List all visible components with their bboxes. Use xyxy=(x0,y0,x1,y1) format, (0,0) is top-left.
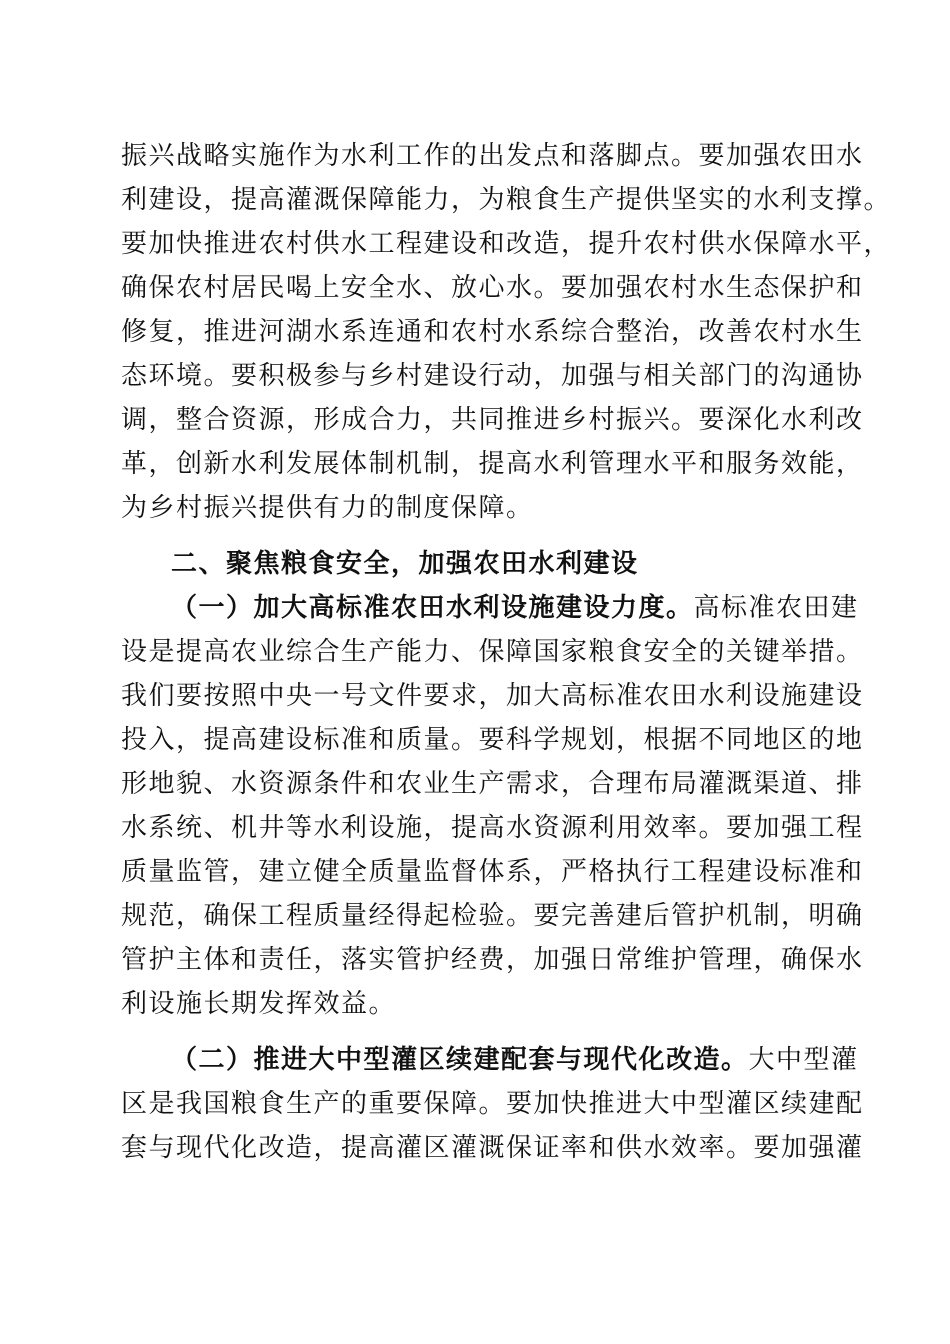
item-title: （一）加大高标准农田水利设施建设力度。 xyxy=(171,593,694,623)
paragraph-line: 形地貌、水资源条件和农业生产需求，合理布局灌溉渠道、排 xyxy=(121,769,864,799)
paragraph-line: 质量监管，建立健全质量监督体系，严格执行工程建设标准和 xyxy=(121,857,864,887)
item-title: （二）推进大中型灌区续建配套与现代化改造。 xyxy=(171,1045,749,1075)
paragraph-line: 要加快推进农村供水工程建设和改造，提升农村供水保障水平， xyxy=(121,229,892,259)
paragraph-line: 套与现代化改造，提高灌区灌溉保证率和供水效率。要加强灌 xyxy=(121,1133,864,1163)
paragraph-line: 区是我国粮食生产的重要保障。要加快推进大中型灌区续建配 xyxy=(121,1089,864,1119)
paragraph-line: 确保农村居民喝上安全水、放心水。要加强农村水生态保护和 xyxy=(121,273,864,303)
paragraph-line: 态环境。要积极参与乡村建设行动，加强与相关部门的沟通协 xyxy=(121,361,864,391)
paragraph-line: 利设施长期发挥效益。 xyxy=(121,989,397,1019)
item-first-line xyxy=(171,586,859,630)
item-first-line-text: 高标准农田建 xyxy=(693,593,859,623)
paragraph-line: 革，创新水利发展体制机制，提高水利管理水平和服务效能， xyxy=(121,449,864,479)
paragraph-line: 规范，确保工程质量经得起检验。要完善建后管护机制，明确 xyxy=(121,901,864,931)
item-first-line-text: 大中型灌 xyxy=(748,1045,859,1075)
paragraph-line: 振兴战略实施作为水利工作的出发点和落脚点。要加强农田水 xyxy=(121,141,864,171)
paragraph-line: 投入，提高建设标准和质量。要科学规划，根据不同地区的地 xyxy=(121,725,864,755)
section-heading: 二、聚焦粮食安全，加强农田水利建设 xyxy=(171,549,639,579)
paragraph-line: 利建设，提高灌溉保障能力，为粮食生产提供坚实的水利支撑。 xyxy=(121,185,892,215)
paragraph-line: 调，整合资源，形成合力，共同推进乡村振兴。要深化水利改 xyxy=(121,405,864,435)
paragraph-line: 我们要按照中央一号文件要求，加大高标准农田水利设施建设 xyxy=(121,681,864,711)
paragraph-line: 修复，推进河湖水系连通和农村水系综合整治，改善农村水生 xyxy=(121,317,864,347)
paragraph-line: 水系统、机井等水利设施，提高水资源利用效率。要加强工程 xyxy=(121,813,864,843)
paragraph-line: 管护主体和责任，落实管护经费，加强日常维护管理，确保水 xyxy=(121,945,864,975)
paragraph-line: 为乡村振兴提供有力的制度保障。 xyxy=(121,493,534,523)
item-first-line xyxy=(171,1038,859,1082)
paragraph-line: 设是提高农业综合生产能力、保障国家粮食安全的关键举措。 xyxy=(121,637,864,667)
